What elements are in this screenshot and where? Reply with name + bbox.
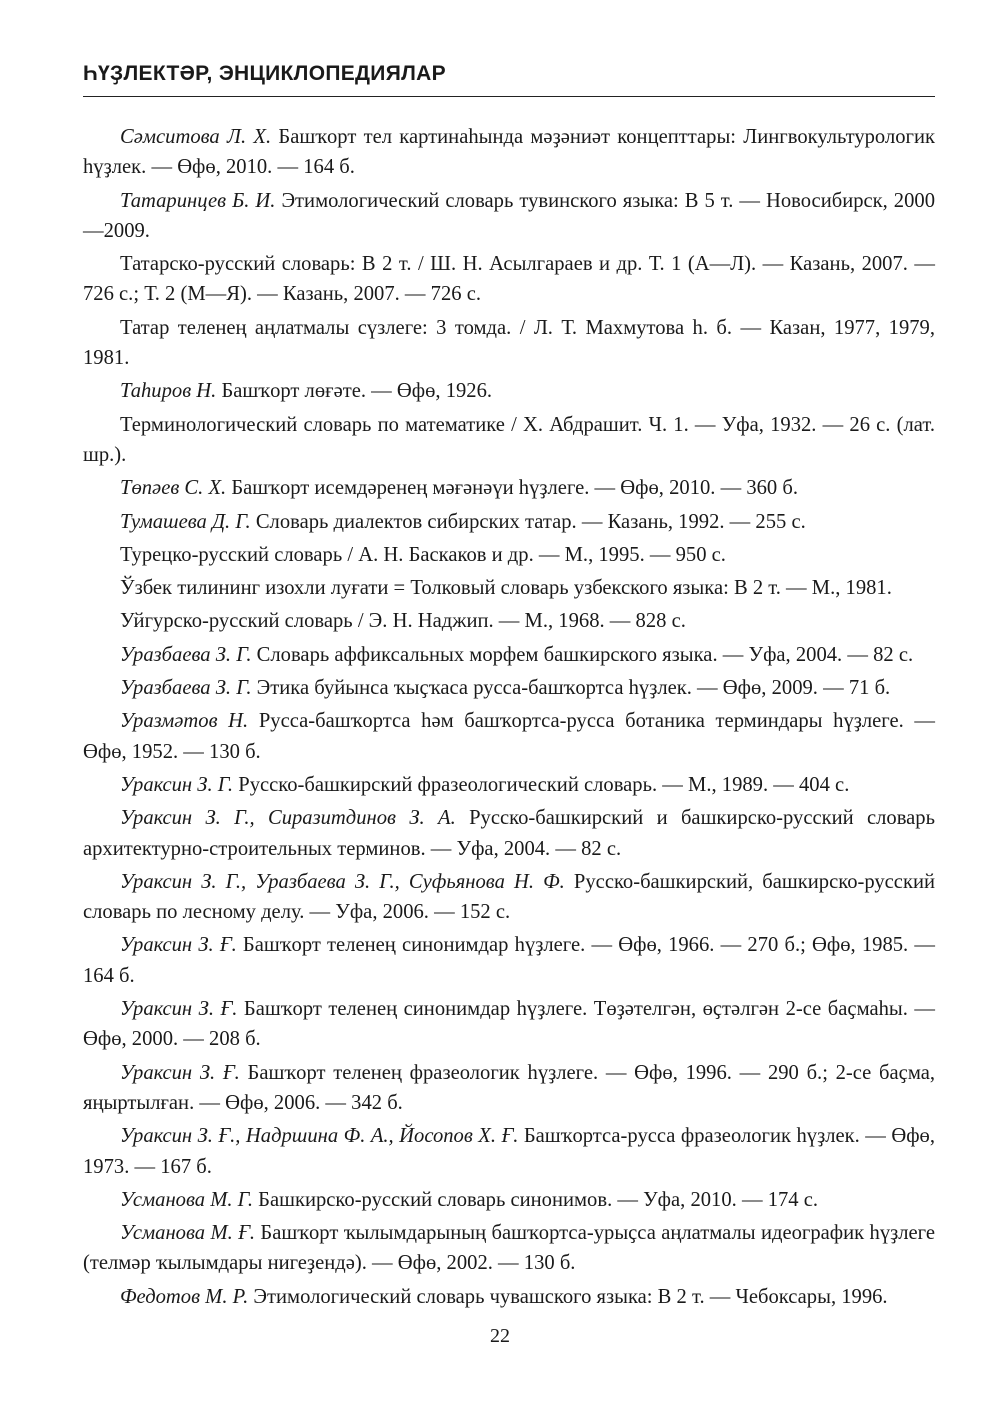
bibliography-entry [83, 640, 935, 670]
bibliography-entry [83, 507, 935, 537]
entry-author: Усманова М. Г. [120, 1188, 253, 1211]
entry-text: Этимологический словарь тувинского языка: В 5 т. — Новосибирск, 2000—2009. [83, 189, 935, 242]
bibliography-entry [83, 1058, 935, 1119]
bibliography-entry [83, 1185, 935, 1215]
entry-text: Татар теленең аңлатмалы сүзлеге: 3 томда. / Л. Т. Махмутова һ. б. — Казан, 1977, 1979, 1981. [83, 316, 935, 370]
entry-author: Тумашева Д. Г. [120, 510, 251, 533]
entry-author: Ураксин З. Ғ. [120, 998, 238, 1021]
entry-text: Уйгурско-русский словарь / Э. Н. Наджип. — М., 1968. — 828 с. [120, 610, 686, 633]
bibliography-entry [83, 410, 935, 471]
entry-text: Башҡорт тел картинаһында мәҙәниәт концепттары: Лингвокультурологик һүҙлек. — Өфө, 2010. — 164 б. [83, 126, 935, 179]
entry-text: Ўзбек тилининг изохли луғати = Толковый словарь узбекского языка: В 2 т. — М., 1981. [120, 577, 892, 600]
entry-author: Уразмәтов Н. [120, 710, 249, 733]
entry-author: Ураксин З. Ғ. [120, 1061, 240, 1084]
bibliography-entry [83, 473, 935, 503]
bibliography-entry [83, 249, 935, 310]
entry-author: Уразбаева З. Г. [120, 677, 252, 700]
bibliography-entry [83, 186, 935, 247]
bibliography-entry [83, 540, 935, 570]
bibliography-entry [83, 994, 935, 1055]
page-number: 22 [490, 1325, 510, 1347]
entry-author: Ураксин З. Г., Уразбаева З. Г., Суфьянова Н. Ф. [120, 870, 565, 893]
entry-text: Словарь аффиксальных морфем башкирского языка. — Уфа, 2004. — 82 с. [251, 643, 914, 666]
entry-text: Этимологический словарь чувашского языка: В 2 т. — Чебоксары, 1996. [248, 1285, 888, 1308]
entry-text: Словарь диалектов сибирских татар. — Казань, 1992. — 255 с. [250, 510, 806, 533]
entry-author: Федотов М. Р. [120, 1285, 249, 1308]
entry-text: Башҡорт лөғәте. — Өфө, 1926. [216, 380, 493, 403]
bibliography-entry [83, 1218, 935, 1279]
entry-author: Ураксин З. Ғ. [120, 934, 237, 957]
bibliography-entry [83, 313, 935, 374]
entry-text: Русско-башкирский, башкирско-русский словарь по лесному делу. — Уфа, 2006. — 152 с. [83, 870, 935, 924]
bibliography-entry [83, 867, 935, 928]
bibliography-entry [83, 573, 935, 603]
entry-text: Башкирско-русский словарь синонимов. — Уфа, 2010. — 174 с. [253, 1188, 819, 1211]
bibliography-list [83, 122, 935, 1315]
header-rule [83, 96, 935, 97]
entry-text: Башҡорт теленең фразеологик һүҙлеге. — Өфө, 1996. — 290 б.; 2-се баҫма, яңыртылған. — Өфө, 2006. — 342 б. [83, 1061, 935, 1114]
entry-author: Уразбаева З. Г. [120, 643, 252, 666]
bibliography-entry [83, 706, 935, 767]
entry-author: Татаринцев Б. И. [120, 189, 276, 212]
entry-author: Ураксин З. Г., Сиразитдинов З. А. [120, 807, 456, 830]
entry-text: Русса-башҡортса һәм башҡортса-русса ботаника терминдары һүҙлеге. — Өфө, 1952. — 130 б. [83, 710, 935, 763]
entry-author: Ураксин З. Г. [120, 773, 234, 796]
bibliography-entry [83, 376, 935, 406]
entry-text: Татарско-русский словарь: В 2 т. / Ш. Н. Асылгараев и др. Т. 1 (А—Л). — Казань, 2007. — 726 с.; Т. 2 (М—Я). — Казань, 2007. — 726 с. [83, 253, 935, 306]
entry-text: Турецко-русский словарь / А. Н. Баскаков и др. — М., 1995. — 950 с. [120, 543, 726, 566]
running-header: ҺҮҘЛЕКТӘР, ЭНЦИКЛОПЕДИЯЛАР [83, 62, 446, 85]
entry-text: Этика буйынса ҡыҫҡаса русса-башҡортса һүҙлек. — Өфө, 2009. — 71 б. [251, 677, 891, 700]
bibliography-entry [83, 770, 935, 800]
entry-author: Ураксин З. Ғ., Надршина Ф. А., Йосопов Х. Ғ. [120, 1125, 519, 1148]
bibliography-entry [83, 930, 935, 991]
entry-text: Русско-башкирский и башкирско-русский словарь архитектурно-строительных терминов. — Уфа, 2004. — 82 с. [83, 807, 935, 860]
entry-text: Башҡорт теленең синонимдар һүҙлеге. — Өфө, 1966. — 270 б.; Өфө, 1985. — 164 б. [83, 934, 935, 987]
bibliography-entry [83, 673, 935, 703]
entry-text: Русско-башкирский фразеологический словарь. — М., 1989. — 404 с. [233, 773, 850, 796]
bibliography-entry [83, 1282, 935, 1312]
bibliography-entry [83, 122, 935, 183]
bibliography-entry [83, 606, 935, 636]
entry-text: Башҡорт теленең синонимдар һүҙлеге. Төҙәтелгән, өҫтәлгән 2-се баҫмаһы. — Өфө, 2000. — 208 б. [83, 998, 935, 1051]
bibliography-entry [83, 803, 935, 864]
entry-text: Терминологический словарь по математике / Х. Абдрашит. Ч. 1. — Уфа, 1932. — 26 с. (лат. шр.). [83, 413, 935, 466]
entry-author: Усманова М. Ғ. [120, 1222, 255, 1245]
entry-text: Башҡортса-русса фразеологик һүҙлек. — Өфө, 1973. — 167 б. [83, 1125, 935, 1178]
entry-text: Башҡорт исемдәренең мәғәнәүи һүҙлеге. — Өфө, 2010. — 360 б. [226, 477, 798, 500]
entry-author: Сәмситова Л. Х. [120, 126, 272, 148]
entry-author: Таһиров Н. [120, 380, 217, 403]
entry-text: Башҡорт ҡылымдарының башҡортса-урыҫса аңлатмалы идеографик һүҙлеге (телмәр ҡылымдары нигеҙендә). — Өфө, 2002. — 130 б. [83, 1222, 935, 1275]
entry-author: Төпәев С. Х. [120, 477, 227, 500]
bibliography-entry [83, 1121, 935, 1182]
